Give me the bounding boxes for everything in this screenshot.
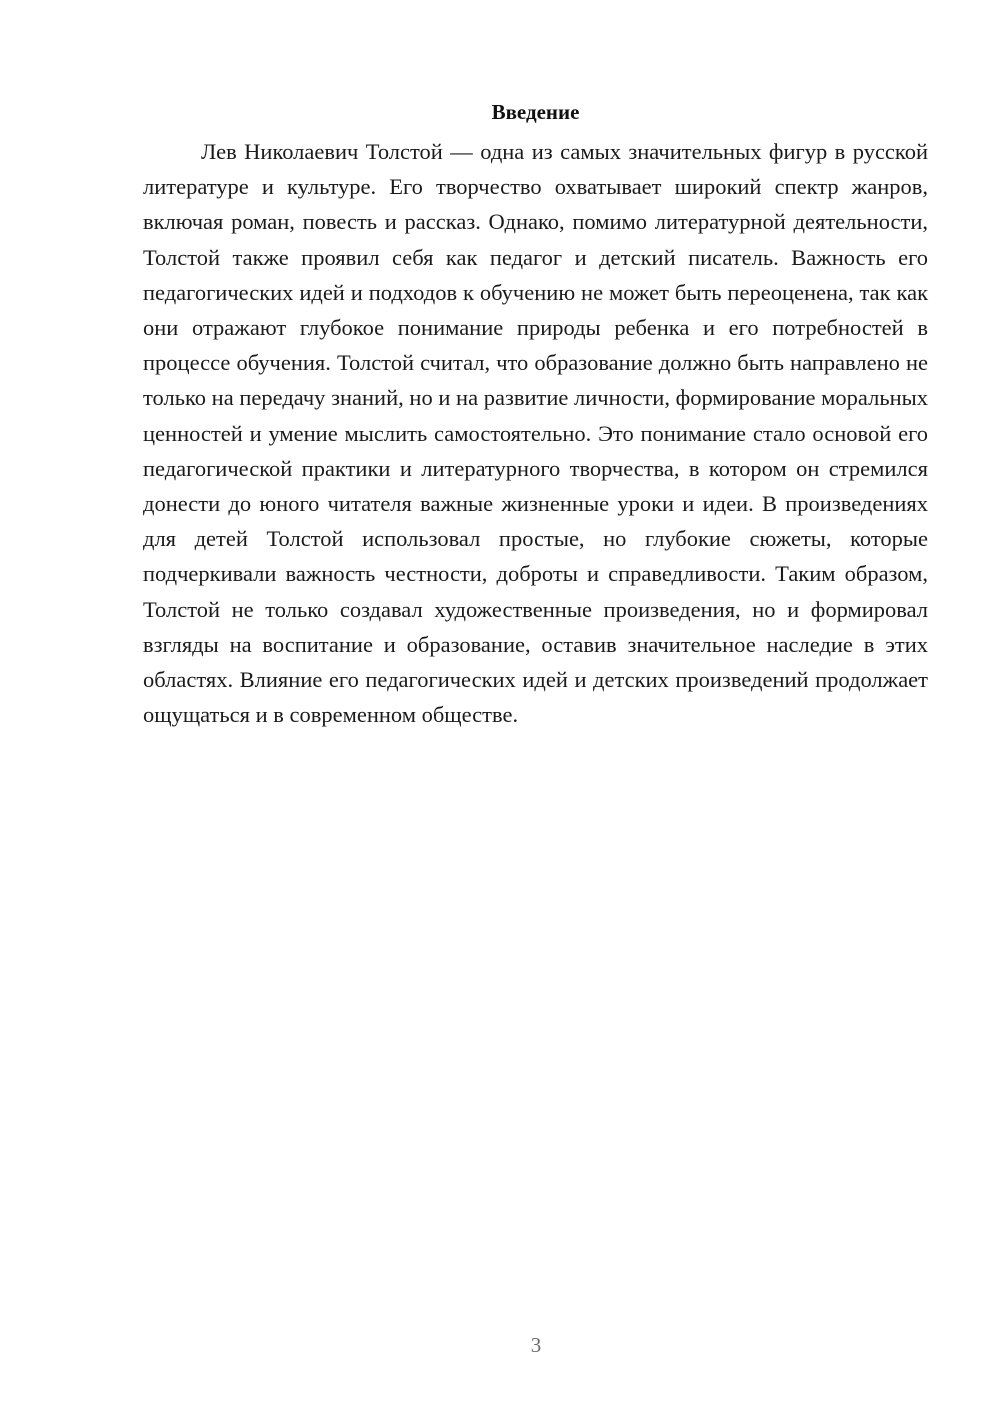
body-paragraph: Лев Николаевич Толстой — одна из самых значительных фигур в русской литературе и культуре. Его творчество охватывает широкий спектр жанров, включая роман, повесть и рассказ. Однако, помимо литературной деятельности, Толстой также проявил себя как педагог и детский писатель. Важность его педагогических идей и подходов к обучению не может быть переоценена, так как они отражают глубокое понимание природы ребенка и его потребностей в процессе обучения. Толстой считал, что образование должно быть направлено не только на передачу знаний, но и на развитие личности, формирование моральных ценностей и умение мыслить самостоятельно. Это понимание стало основой его педагогической практики и литературного творчества, в котором он стремился донести до юного читателя важные жизненные уроки и идеи. В произведениях для детей Толстой использовал простые, но глубокие сюжеты, которые подчеркивали важность честности, доброты и справедливости. Таким образом, Толстой не только создавал художественные произведения, но и формировал взгляды на воспитание и образование, оставив значительное наследие в этих областях. Влияние его педагогических идей и детских произведений продолжает ощущаться и в современном обществе. (143, 139, 928, 728)
page-number: 3 (530, 1333, 542, 1357)
section-heading: Введение (491, 100, 580, 124)
page-content (143, 95, 928, 732)
